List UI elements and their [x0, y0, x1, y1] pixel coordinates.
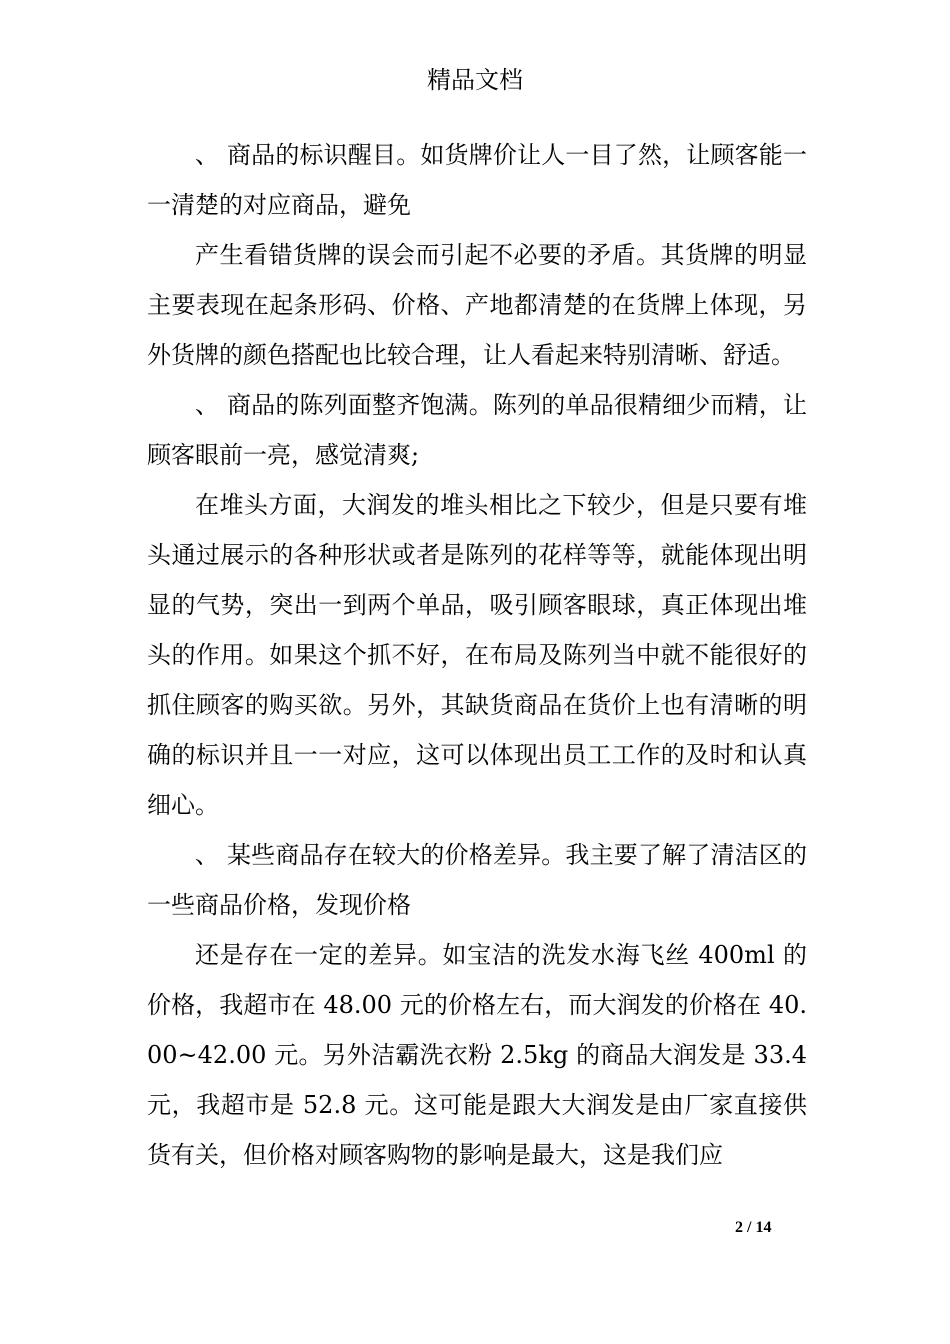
paragraph-1: 、 商品的标识醒目。如货牌价让人一目了然，让顾客能一一清楚的对应商品，避免: [147, 141, 807, 219]
paragraph-2: 产生看错货牌的误会而引起不必要的矛盾。其货牌的明显主要表现在起条形码、价格、产地都清楚的在货牌上体现，另外货牌的颜色搭配也比较合理，让人看起来特别清晰、舒适。: [147, 241, 807, 369]
paragraph-6: 还是存在一定的差异。如宝洁的洗发水海飞丝 400ml 的价格，我超市在 48.00 元的价格左右，而大润发的价格在 40.00~42.00 元。另外洁霸洗衣粉 2.5kg 的商品大润发是 33.4 元，我超市是 52.8 元。这可能是跟大大润发是由厂家直接供货有关，但价格对顾客购物的影响是最大，这是我们应: [147, 941, 807, 1169]
paragraph-5: 、 某些商品存在较大的价格差异。我主要了解了清洁区的一些商品价格，发现价格: [147, 841, 807, 919]
page-header: 精品文档: [427, 66, 523, 94]
page-number: 2 / 14: [735, 1219, 772, 1236]
paragraph-4: 在堆头方面，大润发的堆头相比之下较少，但是只要有堆头通过展示的各种形状或者是陈列的花样等等，就能体现出明显的气势，突出一到两个单品，吸引顾客眼球，真正体现出堆头的作用。如果这个抓不好，在布局及陈列当中就不能很好的抓住顾客的购买欲。另外，其缺货商品在货价上也有清晰的明确的标识并且一一对应，这可以体现出员工工作的及时和认真细心。: [147, 491, 807, 819]
paragraph-3: 、 商品的陈列面整齐饱满。陈列的单品很精细少而精，让顾客眼前一亮，感觉清爽;: [147, 391, 807, 469]
document-body: [147, 130, 807, 1180]
